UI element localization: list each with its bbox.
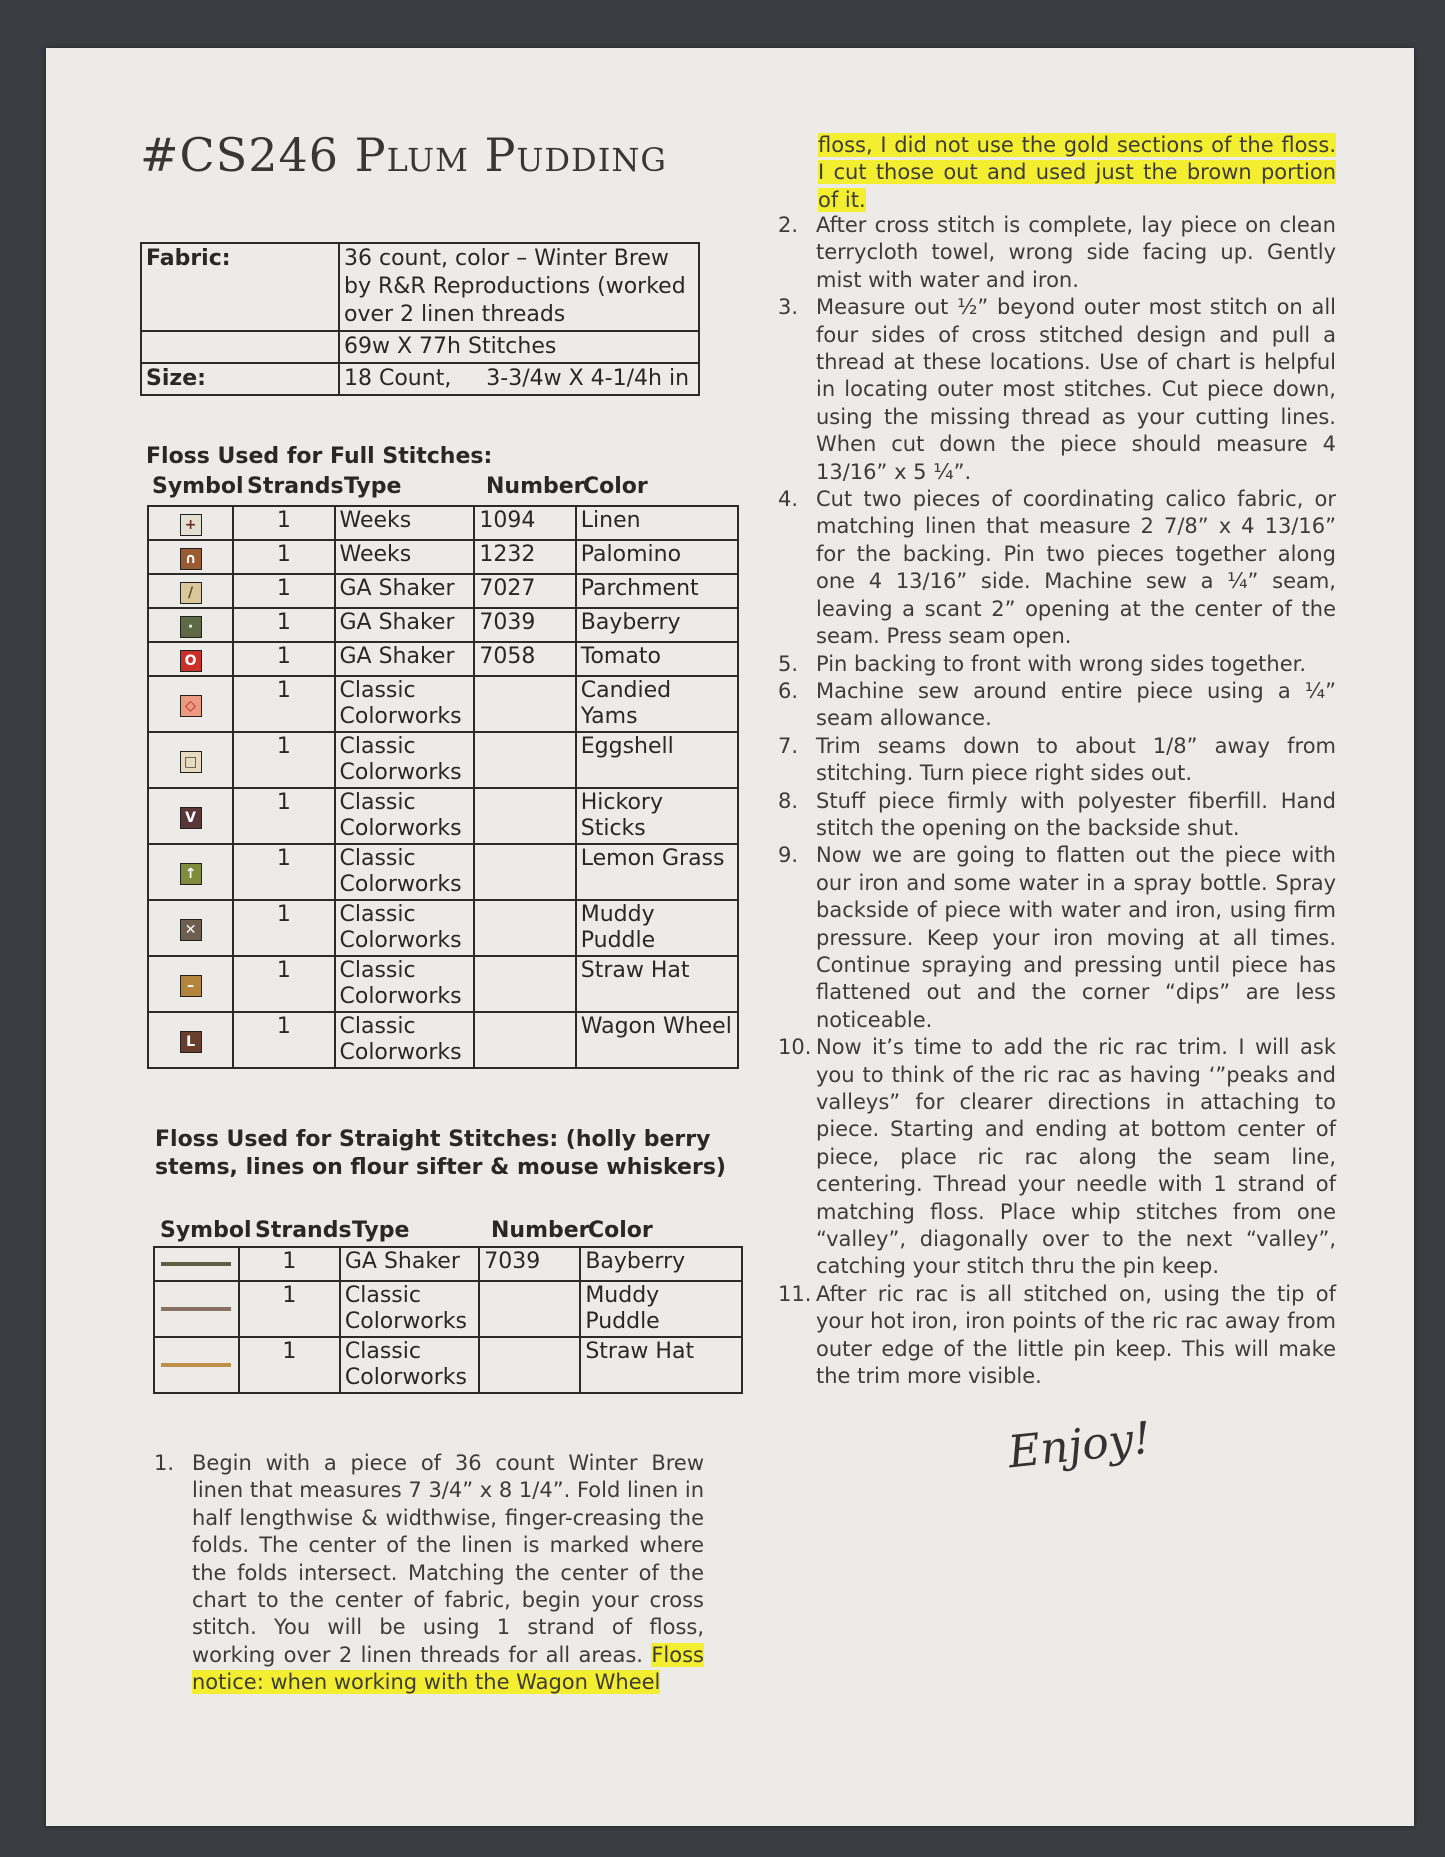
instruction-step [778, 678, 1336, 733]
table-row [148, 1012, 738, 1068]
strands-cell: 1 [233, 574, 334, 608]
symbol-cell [148, 900, 233, 956]
color-cell: Linen [576, 506, 738, 540]
type-cell: Classic Colorworks [335, 676, 475, 732]
color-cell: Tomato [576, 642, 738, 676]
symbol-swatch [180, 751, 202, 773]
column-header: Color [588, 1218, 653, 1243]
table-row [148, 608, 738, 642]
symbol-swatch [180, 548, 202, 570]
type-cell: Classic Colorworks [335, 844, 475, 900]
color-cell: Muddy Puddle [580, 1281, 742, 1337]
symbol-glyph: ✕ [184, 922, 197, 938]
table-row [141, 243, 699, 331]
number-cell [474, 900, 575, 956]
symbol-cell [148, 844, 233, 900]
table-row [148, 676, 738, 732]
symbol-cell [148, 574, 233, 608]
color-cell: Palomino [576, 540, 738, 574]
column-header: Color [583, 474, 648, 499]
instructions-right [778, 212, 1336, 1390]
stitch-line-swatch [161, 1363, 231, 1367]
type-cell: GA Shaker [340, 1247, 479, 1281]
color-cell: Bayberry [576, 608, 738, 642]
table-row [148, 900, 738, 956]
strands-cell: 1 [233, 788, 334, 844]
instruction-step [778, 1281, 1336, 1391]
page-title: #CS246 Plum Pudding [140, 128, 667, 182]
step-text: Pin backing to front with wrong sides together. [816, 651, 1307, 676]
symbol-glyph: · [187, 619, 194, 635]
symbol-glyph: – [187, 978, 195, 994]
symbol-cell [148, 642, 233, 676]
step-text: Trim seams down to about 1/8” away from stitching. Turn piece right sides out. [816, 733, 1336, 786]
symbol-swatch [180, 975, 202, 997]
type-cell: Weeks [335, 540, 475, 574]
full-stitches-heading: Floss Used for Full Stitches: [146, 444, 493, 469]
straight-stitches-table [153, 1246, 743, 1394]
step-text: Now we are going to flatten out the piece with our iron and some water in a spray bottle. Spray backside of piece with water and iron, using firm pressure. Keep your iron moving at all times. Continue spraying and pressing until piece has flattened out and the corner “dips” are less noticeable. [816, 843, 1336, 1032]
column-header: Strands [255, 1218, 352, 1243]
number-cell: 1232 [474, 540, 575, 574]
color-cell: Muddy Puddle [576, 900, 738, 956]
number-cell [474, 788, 575, 844]
step-text: Measure out ½” beyond outer most stitch on all four sides of cross stitched design and pull a thread at these locations. Use of chart is helpful in locating outer most stitches. Cut piece down, using the missing thread as your cutting lines. When cut down the piece should measure 4 13/16” x 5 ¼”. [816, 295, 1336, 484]
number-cell: 7039 [479, 1247, 580, 1281]
column-header: Type [344, 474, 402, 499]
number-cell [474, 956, 575, 1012]
number-cell [474, 1012, 575, 1068]
color-cell: Parchment [576, 574, 738, 608]
step-text: Cut two pieces of coordinating calico fabric, or matching linen that measure 2 7/8” x 4 13/16” for the backing. Pin two pieces together along one 4 13/16” side. Machine sew a ¼” seam, leaving a scant 2” opening at the center of the seam. Press seam open. [816, 487, 1336, 649]
table-row [141, 363, 699, 395]
symbol-cell [148, 1012, 233, 1068]
instruction-step [778, 486, 1336, 650]
stitches-value: 69w X 77h Stitches [339, 331, 699, 363]
color-cell: Bayberry [580, 1247, 742, 1281]
color-cell: Lemon Grass [576, 844, 738, 900]
step-number: 10. [778, 1035, 812, 1060]
signoff-text: Enjoy! [1005, 1412, 1154, 1479]
table-row [141, 331, 699, 363]
table-row [154, 1247, 742, 1281]
symbol-cell [148, 788, 233, 844]
fabric-value: 36 count, color – Winter Brew by R&R Reproductions (worked over 2 linen threads [339, 243, 699, 331]
symbol-cell [148, 676, 233, 732]
fabric-label: Fabric: [141, 243, 339, 331]
strands-cell: 1 [239, 1247, 340, 1281]
table-row [154, 1281, 742, 1337]
strands-cell: 1 [233, 608, 334, 642]
type-cell: Classic Colorworks [335, 900, 475, 956]
column-header: Symbol [160, 1218, 252, 1243]
color-cell: Hickory Sticks [576, 788, 738, 844]
instruction-step [778, 842, 1336, 1034]
color-cell: Straw Hat [576, 956, 738, 1012]
instruction-step [778, 788, 1336, 843]
step-number: 2. [778, 213, 799, 237]
symbol-glyph: □ [183, 754, 198, 770]
symbol-glyph: + [184, 517, 197, 533]
table-row [148, 732, 738, 788]
instruction-step [154, 1450, 704, 1697]
fabric-table [140, 242, 700, 396]
color-cell: Candied Yams [576, 676, 738, 732]
symbol-swatch [180, 582, 202, 604]
color-cell: Straw Hat [580, 1337, 742, 1393]
size-label: Size: [141, 363, 339, 395]
symbol-swatch [180, 1031, 202, 1053]
number-cell [479, 1337, 580, 1393]
strands-cell: 1 [233, 676, 334, 732]
symbol-swatch [180, 650, 202, 672]
number-cell [474, 844, 575, 900]
symbol-cell [148, 608, 233, 642]
column-header: Symbol [152, 474, 244, 499]
symbol-glyph: ↑ [184, 866, 197, 882]
column-header: Type [352, 1218, 410, 1243]
number-cell: 7039 [474, 608, 575, 642]
symbol-glyph: ◇ [185, 698, 196, 714]
number-cell: 7027 [474, 574, 575, 608]
highlighted-floss-notice: Floss notice: when working with the Wagon Wheel [192, 1642, 704, 1695]
table-row [148, 844, 738, 900]
strands-cell: 1 [233, 900, 334, 956]
instructions-right-continuation [818, 132, 1336, 214]
type-cell: Classic Colorworks [335, 956, 475, 1012]
stitch-line-swatch [161, 1262, 231, 1266]
table-row [154, 1337, 742, 1393]
line-symbol-cell [154, 1247, 239, 1281]
type-cell: Classic Colorworks [340, 1337, 479, 1393]
color-cell: Wagon Wheel [576, 1012, 738, 1068]
symbol-glyph: / [188, 585, 194, 601]
strands-cell: 1 [233, 956, 334, 1012]
column-header: Number [486, 474, 585, 499]
type-cell: Weeks [335, 506, 475, 540]
number-cell [474, 732, 575, 788]
line-symbol-cell [154, 1337, 239, 1393]
table-row [148, 540, 738, 574]
strands-cell: 1 [233, 540, 334, 574]
column-header: Strands [247, 474, 344, 499]
step-number: 7. [778, 733, 799, 758]
size-value: 18 Count, 3-3/4w X 4-1/4h in [339, 363, 699, 395]
step-text: Machine sew around entire piece using a ¼” seam allowance. [816, 678, 1336, 731]
instruction-step [778, 212, 1336, 294]
step-text: Now it’s time to add the ric rac trim. I will ask you to think of the ric rac as having ‘”peaks and valleys” for clearer directions in attaching to piece. Starting and ending at bottom center of piece, place ric rac along the seam line, centering. Thread your needle with 1 strand of matching floss. Place whip stitches from one “valley”, diagonally over to the next “valley”, catching your stitch thru the pin keep. [816, 1035, 1336, 1279]
instructions-left [154, 1450, 704, 1697]
step-number: 1. [154, 1451, 175, 1475]
step-number: 11. [778, 1281, 812, 1306]
symbol-swatch [180, 695, 202, 717]
symbol-swatch [180, 919, 202, 941]
step-number: 9. [778, 843, 799, 868]
step-text: Stuff piece firmly with polyester fiberfill. Hand stitch the opening on the backside shut. [816, 788, 1336, 840]
full-stitches-table [147, 505, 739, 1069]
instruction-step [778, 294, 1336, 486]
strands-cell: 1 [239, 1337, 340, 1393]
step-number: 6. [778, 678, 799, 703]
step-number: 5. [778, 651, 799, 676]
step-number: 3. [778, 295, 799, 320]
number-cell [479, 1281, 580, 1337]
symbol-swatch [180, 616, 202, 638]
type-cell: GA Shaker [335, 608, 475, 642]
symbol-glyph: O [184, 653, 197, 669]
strands-cell: 1 [233, 642, 334, 676]
symbol-swatch [180, 863, 202, 885]
strands-cell: 1 [233, 732, 334, 788]
stitches-label [141, 331, 339, 363]
color-cell: Eggshell [576, 732, 738, 788]
number-cell [474, 676, 575, 732]
step-number: 8. [778, 788, 799, 813]
symbol-cell [148, 540, 233, 574]
symbol-cell [148, 956, 233, 1012]
strands-cell: 1 [233, 844, 334, 900]
symbol-glyph: L [186, 1034, 196, 1050]
highlighted-floss-notice-continued: floss, I did not use the gold sections of the floss. I cut those out and used just the brown portion of it. [818, 133, 1336, 212]
symbol-cell [148, 732, 233, 788]
number-cell: 1094 [474, 506, 575, 540]
type-cell: Classic Colorworks [335, 732, 475, 788]
table-row [148, 506, 738, 540]
type-cell: GA Shaker [335, 642, 475, 676]
strands-cell: 1 [239, 1281, 340, 1337]
table-row [148, 788, 738, 844]
line-symbol-cell [154, 1281, 239, 1337]
table-row [148, 956, 738, 1012]
instruction-step [778, 1034, 1336, 1281]
column-header: Number [491, 1218, 590, 1243]
symbol-glyph: V [185, 810, 196, 826]
instruction-step [778, 733, 1336, 788]
strands-cell: 1 [233, 506, 334, 540]
symbol-glyph: ∩ [184, 551, 197, 567]
table-row [148, 642, 738, 676]
instruction-step [778, 651, 1336, 678]
symbol-cell [148, 506, 233, 540]
straight-stitches-heading: Floss Used for Straight Stitches: (holly berry stems, lines on flour sifter & mouse whiskers) [155, 1127, 726, 1180]
table-row [148, 574, 738, 608]
strands-cell: 1 [233, 1012, 334, 1068]
step-text: After cross stitch is complete, lay piece on clean terrycloth towel, wrong side facing up. Gently mist with water and iron. [816, 213, 1336, 292]
step-text: Begin with a piece of 36 count Winter Brew linen that measures 7 3/4” x 8 1/4”. Fold linen in half lengthwise & widthwise, finger-creasing the folds. The center of the linen is marked where the folds intersect. Matching the center of the chart to the center of fabric, begin your cross stitch. You will be using 1 strand of floss, working over 2 linen threads for all areas. [192, 1451, 705, 1667]
type-cell: Classic Colorworks [335, 788, 475, 844]
symbol-swatch [180, 514, 202, 536]
type-cell: Classic Colorworks [340, 1281, 479, 1337]
step-number: 4. [778, 487, 799, 512]
stitch-line-swatch [161, 1307, 231, 1311]
number-cell: 7058 [474, 642, 575, 676]
type-cell: GA Shaker [335, 574, 475, 608]
step-text: After ric rac is all stitched on, using the tip of your hot iron, iron points of the ric rac away from outer edge of the little pin keep. This will make the trim more visible. [816, 1281, 1336, 1389]
symbol-swatch [180, 807, 202, 829]
type-cell: Classic Colorworks [335, 1012, 475, 1068]
